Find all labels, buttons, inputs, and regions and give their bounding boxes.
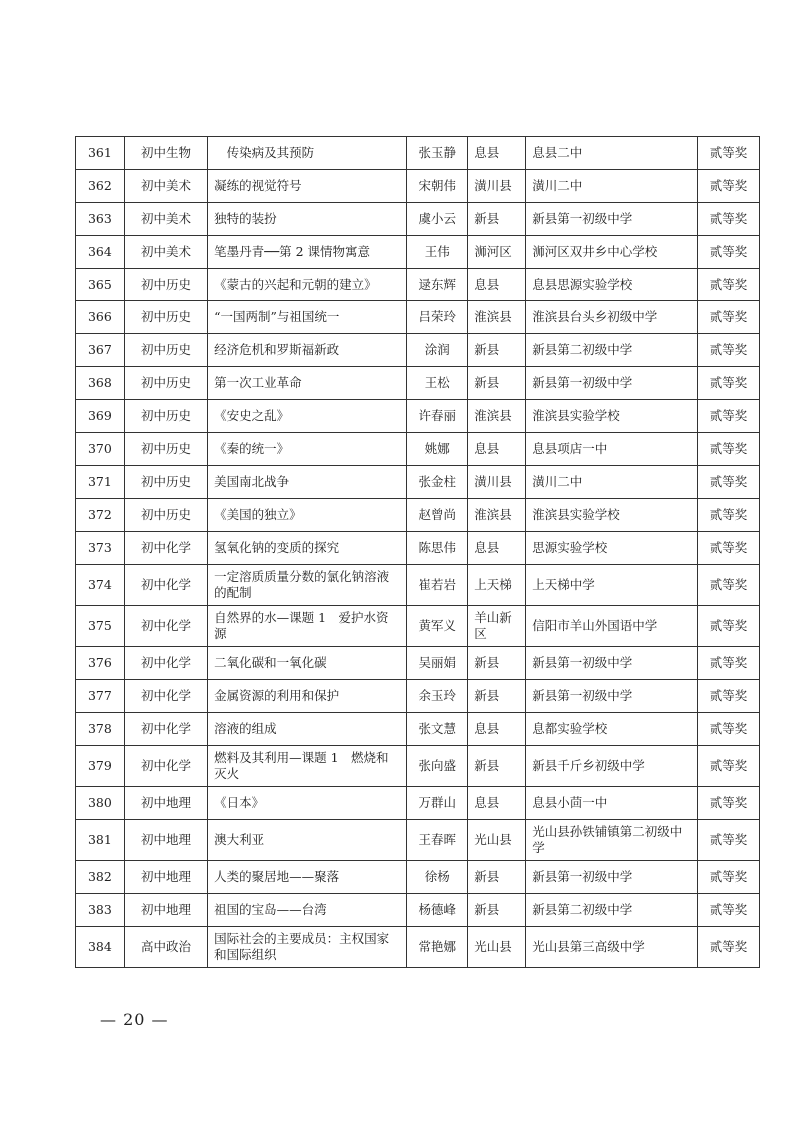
table-row: [76, 465, 760, 498]
county-cell: 淮滨县: [468, 498, 526, 531]
award-cell: 贰等奖: [697, 605, 759, 646]
county-cell: 新县: [468, 202, 526, 235]
subject-cell: 初中历史: [124, 465, 207, 498]
table-row: [76, 433, 760, 466]
row-number: 362: [76, 169, 125, 202]
award-cell: 贰等奖: [697, 819, 759, 860]
subject-cell: 初中化学: [124, 646, 207, 679]
subject-cell: 初中化学: [124, 712, 207, 745]
award-cell: 贰等奖: [697, 367, 759, 400]
award-cell: 贰等奖: [697, 564, 759, 605]
table-row: [76, 860, 760, 893]
subject-cell: 初中化学: [124, 531, 207, 564]
county-cell: 羊山新区: [468, 605, 526, 646]
author-cell: 陈思伟: [407, 531, 468, 564]
subject-cell: 初中化学: [124, 679, 207, 712]
row-number: 368: [76, 367, 125, 400]
table-row: [76, 646, 760, 679]
award-table-body: [76, 137, 760, 968]
table-row: [76, 605, 760, 646]
row-number: 361: [76, 137, 125, 170]
table-row: [76, 169, 760, 202]
award-cell: 贰等奖: [697, 531, 759, 564]
row-number: 369: [76, 400, 125, 433]
county-cell: 息县: [468, 268, 526, 301]
county-cell: 新县: [468, 860, 526, 893]
author-cell: 张文慧: [407, 712, 468, 745]
author-cell: 张金柱: [407, 465, 468, 498]
row-number: 382: [76, 860, 125, 893]
subject-cell: 初中生物: [124, 137, 207, 170]
school-cell: 新县第一初级中学: [526, 679, 698, 712]
author-cell: 常艳娜: [407, 926, 468, 967]
title-cell: 氢氧化钠的变质的探究: [208, 531, 407, 564]
subject-cell: 初中美术: [124, 235, 207, 268]
award-cell: 贰等奖: [697, 893, 759, 926]
county-cell: 新县: [468, 893, 526, 926]
row-number: 374: [76, 564, 125, 605]
table-row: [76, 679, 760, 712]
county-cell: 息县: [468, 433, 526, 466]
award-cell: 贰等奖: [697, 786, 759, 819]
row-number: 372: [76, 498, 125, 531]
award-cell: 贰等奖: [697, 465, 759, 498]
author-cell: 逯东辉: [407, 268, 468, 301]
subject-cell: 高中政治: [124, 926, 207, 967]
author-cell: 吴丽娟: [407, 646, 468, 679]
author-cell: 许春丽: [407, 400, 468, 433]
award-cell: 贰等奖: [697, 433, 759, 466]
row-number: 381: [76, 819, 125, 860]
row-number: 371: [76, 465, 125, 498]
title-cell: “一国两制”与祖国统一: [208, 301, 407, 334]
row-number: 363: [76, 202, 125, 235]
county-cell: 浉河区: [468, 235, 526, 268]
author-cell: 杨德峰: [407, 893, 468, 926]
title-cell: 国际社会的主要成员：主权国家和国际组织: [208, 926, 407, 967]
award-cell: 贰等奖: [697, 334, 759, 367]
school-cell: 潢川二中: [526, 169, 698, 202]
title-cell: 溶液的组成: [208, 712, 407, 745]
row-number: 373: [76, 531, 125, 564]
subject-cell: 初中地理: [124, 860, 207, 893]
author-cell: 姚娜: [407, 433, 468, 466]
title-cell: 《日本》: [208, 786, 407, 819]
county-cell: 淮滨县: [468, 400, 526, 433]
table-row: [76, 819, 760, 860]
county-cell: 新县: [468, 679, 526, 712]
row-number: 367: [76, 334, 125, 367]
award-cell: 贰等奖: [697, 137, 759, 170]
subject-cell: 初中历史: [124, 301, 207, 334]
subject-cell: 初中化学: [124, 745, 207, 786]
table-row: [76, 745, 760, 786]
table-row: [76, 367, 760, 400]
table-row: [76, 137, 760, 170]
row-number: 378: [76, 712, 125, 745]
award-cell: 贰等奖: [697, 498, 759, 531]
award-cell: 贰等奖: [697, 202, 759, 235]
table-row: [76, 235, 760, 268]
row-number: 370: [76, 433, 125, 466]
author-cell: 黄军义: [407, 605, 468, 646]
subject-cell: 初中地理: [124, 893, 207, 926]
title-cell: 《安史之乱》: [208, 400, 407, 433]
county-cell: 新县: [468, 646, 526, 679]
row-number: 375: [76, 605, 125, 646]
school-cell: 息县思源实验学校: [526, 268, 698, 301]
award-cell: 贰等奖: [697, 400, 759, 433]
school-cell: 光山县孙铁铺镇第二初级中学: [526, 819, 698, 860]
school-cell: 思源实验学校: [526, 531, 698, 564]
title-cell: 传染病及其预防: [208, 137, 407, 170]
school-cell: 息县小茴一中: [526, 786, 698, 819]
county-cell: 新县: [468, 745, 526, 786]
row-number: 383: [76, 893, 125, 926]
subject-cell: 初中美术: [124, 202, 207, 235]
author-cell: 虞小云: [407, 202, 468, 235]
author-cell: 张玉静: [407, 137, 468, 170]
award-cell: 贰等奖: [697, 679, 759, 712]
subject-cell: 初中历史: [124, 367, 207, 400]
school-cell: 潢川二中: [526, 465, 698, 498]
title-cell: 《秦的统一》: [208, 433, 407, 466]
county-cell: 息县: [468, 786, 526, 819]
row-number: 384: [76, 926, 125, 967]
county-cell: 新县: [468, 367, 526, 400]
county-cell: 光山县: [468, 819, 526, 860]
subject-cell: 初中历史: [124, 433, 207, 466]
county-cell: 潢川县: [468, 465, 526, 498]
title-cell: 凝练的视觉符号: [208, 169, 407, 202]
title-cell: 一定溶质质量分数的氯化钠溶液的配制: [208, 564, 407, 605]
award-cell: 贰等奖: [697, 235, 759, 268]
title-cell: 祖国的宝岛——台湾: [208, 893, 407, 926]
subject-cell: 初中历史: [124, 400, 207, 433]
row-number: 380: [76, 786, 125, 819]
table-row: [76, 893, 760, 926]
row-number: 364: [76, 235, 125, 268]
school-cell: 浉河区双井乡中心学校: [526, 235, 698, 268]
subject-cell: 初中美术: [124, 169, 207, 202]
title-cell: 《蒙古的兴起和元朝的建立》: [208, 268, 407, 301]
table-row: [76, 334, 760, 367]
county-cell: 淮滨县: [468, 301, 526, 334]
title-cell: 二氧化碳和一氧化碳: [208, 646, 407, 679]
author-cell: 万群山: [407, 786, 468, 819]
table-row: [76, 268, 760, 301]
table-row: [76, 301, 760, 334]
subject-cell: 初中化学: [124, 564, 207, 605]
title-cell: 自然界的水—课题 1 爱护水资源: [208, 605, 407, 646]
author-cell: 王伟: [407, 235, 468, 268]
title-cell: 美国南北战争: [208, 465, 407, 498]
table-row: [76, 202, 760, 235]
author-cell: 王春晖: [407, 819, 468, 860]
author-cell: 宋朝伟: [407, 169, 468, 202]
school-cell: 息都实验学校: [526, 712, 698, 745]
county-cell: 光山县: [468, 926, 526, 967]
table-row: [76, 531, 760, 564]
title-cell: 经济危机和罗斯福新政: [208, 334, 407, 367]
author-cell: 涂润: [407, 334, 468, 367]
subject-cell: 初中历史: [124, 334, 207, 367]
author-cell: 余玉玲: [407, 679, 468, 712]
author-cell: 王松: [407, 367, 468, 400]
table-row: [76, 498, 760, 531]
subject-cell: 初中化学: [124, 605, 207, 646]
school-cell: 光山县第三高级中学: [526, 926, 698, 967]
school-cell: 上天梯中学: [526, 564, 698, 605]
award-cell: 贰等奖: [697, 169, 759, 202]
school-cell: 息县二中: [526, 137, 698, 170]
table-row: [76, 564, 760, 605]
school-cell: 淮滨县实验学校: [526, 400, 698, 433]
subject-cell: 初中历史: [124, 268, 207, 301]
school-cell: 新县第二初级中学: [526, 334, 698, 367]
row-number: 365: [76, 268, 125, 301]
author-cell: 徐杨: [407, 860, 468, 893]
school-cell: 淮滨县台头乡初级中学: [526, 301, 698, 334]
table-row: [76, 712, 760, 745]
county-cell: 上天梯: [468, 564, 526, 605]
award-cell: 贰等奖: [697, 745, 759, 786]
award-cell: 贰等奖: [697, 860, 759, 893]
school-cell: 信阳市羊山外国语中学: [526, 605, 698, 646]
author-cell: 吕荣玲: [407, 301, 468, 334]
author-cell: 赵曾尚: [407, 498, 468, 531]
county-cell: 息县: [468, 137, 526, 170]
title-cell: 《美国的独立》: [208, 498, 407, 531]
title-cell: 人类的聚居地——聚落: [208, 860, 407, 893]
award-table: [75, 136, 760, 968]
school-cell: 新县第一初级中学: [526, 646, 698, 679]
school-cell: 新县第二初级中学: [526, 893, 698, 926]
school-cell: 淮滨县实验学校: [526, 498, 698, 531]
award-cell: 贰等奖: [697, 712, 759, 745]
county-cell: 息县: [468, 712, 526, 745]
row-number: 366: [76, 301, 125, 334]
title-cell: 澳大利亚: [208, 819, 407, 860]
county-cell: 新县: [468, 334, 526, 367]
title-cell: 金属资源的利用和保护: [208, 679, 407, 712]
title-cell: 独特的装扮: [208, 202, 407, 235]
table-row: [76, 400, 760, 433]
title-cell: 燃料及其利用—课题 1 燃烧和灭火: [208, 745, 407, 786]
author-cell: 崔若岩: [407, 564, 468, 605]
award-cell: 贰等奖: [697, 646, 759, 679]
row-number: 376: [76, 646, 125, 679]
award-cell: 贰等奖: [697, 301, 759, 334]
school-cell: 新县第一初级中学: [526, 860, 698, 893]
author-cell: 张向盛: [407, 745, 468, 786]
school-cell: 新县第一初级中学: [526, 202, 698, 235]
subject-cell: 初中历史: [124, 498, 207, 531]
table-row: [76, 786, 760, 819]
table-row: [76, 926, 760, 967]
page-number: — 20 —: [100, 1010, 169, 1029]
award-cell: 贰等奖: [697, 268, 759, 301]
school-cell: 新县千斤乡初级中学: [526, 745, 698, 786]
row-number: 377: [76, 679, 125, 712]
award-cell: 贰等奖: [697, 926, 759, 967]
row-number: 379: [76, 745, 125, 786]
school-cell: 新县第一初级中学: [526, 367, 698, 400]
county-cell: 潢川县: [468, 169, 526, 202]
school-cell: 息县项店一中: [526, 433, 698, 466]
title-cell: 笔墨丹青──第 2 课情物寓意: [208, 235, 407, 268]
title-cell: 第一次工业革命: [208, 367, 407, 400]
subject-cell: 初中地理: [124, 786, 207, 819]
subject-cell: 初中地理: [124, 819, 207, 860]
county-cell: 息县: [468, 531, 526, 564]
